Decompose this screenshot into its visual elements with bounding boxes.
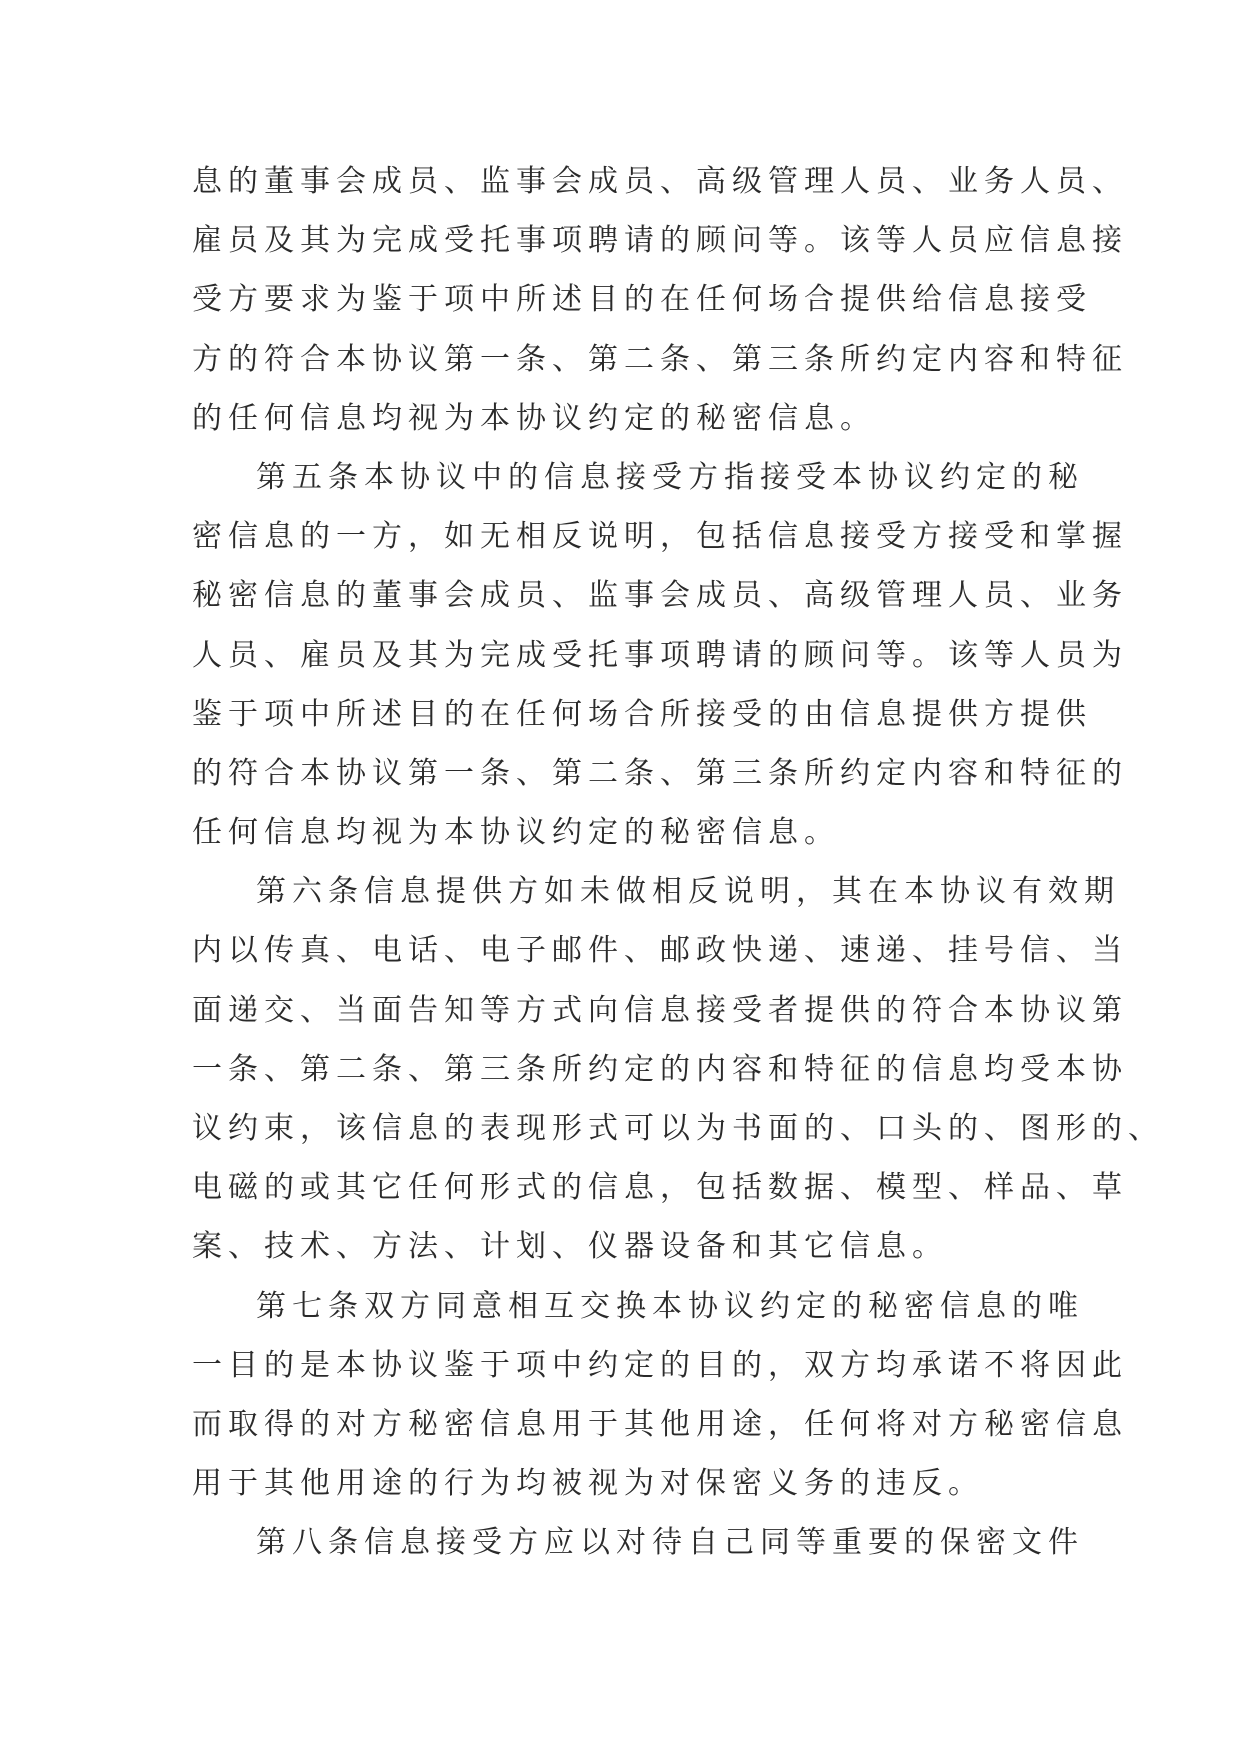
text-line: 的任何信息均视为本协议约定的秘密信息。 xyxy=(192,400,876,436)
text-line: 息的董事会成员、监事会成员、高级管理人员、业务人员、 xyxy=(192,164,1128,199)
text-line: 的符合本协议第一条、第二条、第三条所约定内容和特征的 xyxy=(192,755,1128,791)
paragraph-article-6 xyxy=(192,862,1164,1276)
text-line: 面递交、当面告知等方式向信息接受者提供的符合本协议第 xyxy=(192,992,1128,1028)
text-line: 第八条信息接受方应以对待自己同等重要的保密文件 xyxy=(256,1525,1084,1561)
text-line: 第五条本协议中的信息接受方指接受本协议约定的秘 xyxy=(256,459,1084,495)
text-line: 人员、雇员及其为完成受托事项聘请的顾问等。该等人员为 xyxy=(192,637,1128,673)
text-line: 议约束，该信息的表现形式可以为书面的、口头的、图形的、 xyxy=(192,1111,1164,1146)
text-line: 用于其他用途的行为均被视为对保密义务的违反。 xyxy=(192,1466,984,1502)
text-line: 电磁的或其它任何形式的信息，包括数据、模型、样品、草 xyxy=(192,1170,1128,1206)
text-line: 而取得的对方秘密信息用于其他用途，任何将对方秘密信息 xyxy=(192,1406,1128,1442)
text-line: 鉴于项中所述目的在任何场合所接受的由信息提供方提供 xyxy=(192,696,1092,732)
text-line: 秘密信息的董事会成员、监事会成员、高级管理人员、业务 xyxy=(192,578,1128,614)
paragraph-article-5 xyxy=(192,448,1128,862)
text-line: 案、技术、方法、计划、仪器设备和其它信息。 xyxy=(192,1229,948,1265)
text-line: 密信息的一方，如无相反说明，包括信息接受方接受和掌握 xyxy=(192,519,1128,555)
text-line: 任何信息均视为本协议约定的秘密信息。 xyxy=(192,815,840,851)
text-line: 一目的是本协议鉴于项中约定的目的，双方均承诺不将因此 xyxy=(192,1347,1128,1383)
paragraph-article-4-continuation xyxy=(192,152,1128,448)
text-line: 雇员及其为完成受托事项聘请的顾问等。该等人员应信息接 xyxy=(192,223,1128,259)
text-line: 第六条信息提供方如未做相反说明，其在本协议有效期 xyxy=(256,874,1120,910)
text-line: 一条、第二条、第三条所约定的内容和特征的信息均受本协 xyxy=(192,1051,1128,1087)
text-line: 第七条双方同意相互交换本协议约定的秘密信息的唯 xyxy=(256,1288,1084,1324)
text-line: 内以传真、电话、电子邮件、邮政快递、速递、挂号信、当 xyxy=(192,933,1128,969)
text-line: 方的符合本协议第一条、第二条、第三条所约定内容和特征 xyxy=(192,341,1128,377)
paragraph-article-7 xyxy=(192,1277,1128,1514)
paragraph-article-8 xyxy=(192,1513,1084,1572)
document-body xyxy=(192,152,1164,1573)
text-line: 受方要求为鉴于项中所述目的在任何场合提供给信息接受 xyxy=(192,282,1092,318)
